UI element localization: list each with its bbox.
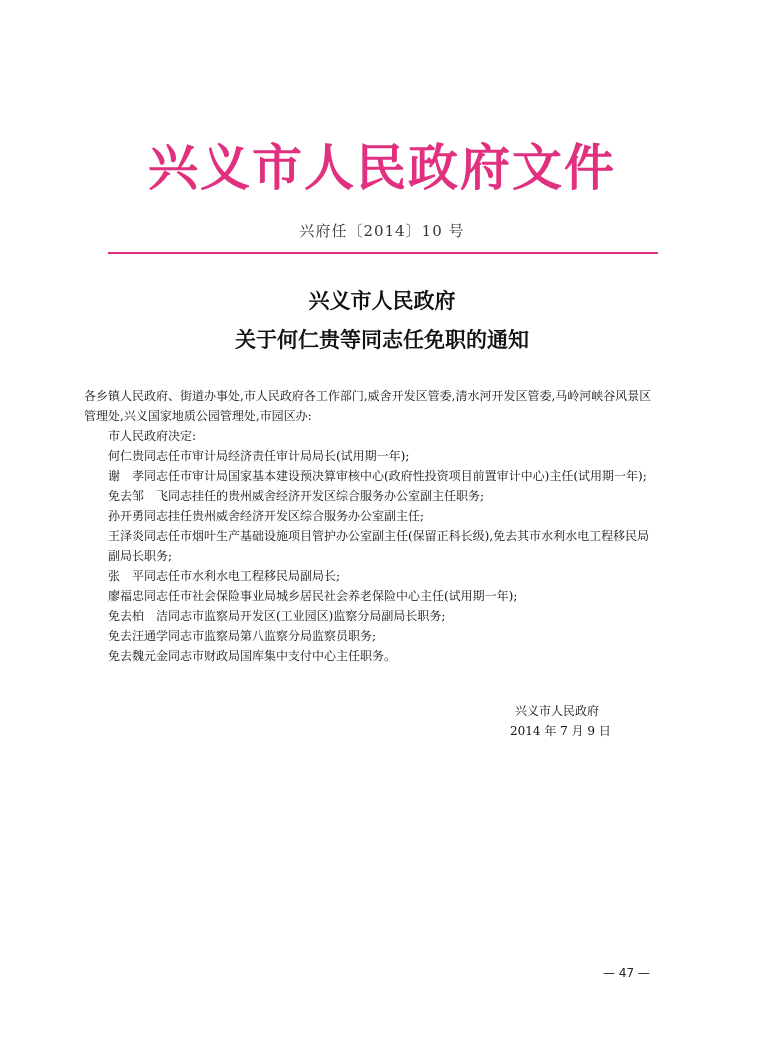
- appointment-item: 免去邹 飞同志挂任的贵州威舍经济开发区综合服务办公室副主任职务;: [108, 489, 485, 503]
- notice-title-line2: 关于何仁贵等同志任免职的通知: [235, 327, 529, 352]
- appointment-item: 谢 孝同志任市审计局国家基本建设预决算审核中心(政府性投资项目前置审计中心)主任(试用期一年);: [108, 469, 647, 483]
- page-number: — 47 —: [603, 966, 650, 980]
- signature-date: 2014 年 7 月 9 日: [510, 724, 611, 738]
- appointment-item: 廖福忠同志任市社会保险事业局城乡居民社会养老保险中心主任(试用期一年);: [108, 589, 518, 603]
- appointment-item: 王泽炎同志任市烟叶生产基础设施项目管护办公室副主任(保留正科长级),免去其市水利水电工程移民局副局长职务;: [108, 529, 650, 563]
- document-number: 兴府任〔2014〕10 号: [299, 222, 465, 240]
- addressee: 各乡镇人民政府、街道办事处,市人民政府各工作部门,威舍开发区管委,清水河开发区管委,马岭河峡谷风景区管理处,兴义国家地质公园管理处,市园区办:: [84, 389, 652, 423]
- intro-line: 市人民政府决定:: [108, 429, 197, 443]
- red-divider: [108, 252, 658, 254]
- appointment-item: 免去柏 洁同志市监察局开发区(工业园区)监察分局副局长职务;: [108, 609, 446, 623]
- appointment-item: 免去魏元金同志市财政局国库集中支付中心主任职务。: [108, 649, 397, 663]
- document-header-title: 兴义市人民政府文件: [148, 138, 616, 197]
- appointment-item: 免去汪通学同志市监察局第八监察分局监察员职务;: [108, 629, 377, 643]
- notice-body: [84, 386, 660, 666]
- appointment-item: 孙开勇同志挂任贵州威舍经济开发区综合服务办公室副主任;: [108, 509, 425, 523]
- signature-issuer: 兴义市人民政府: [515, 704, 600, 718]
- notice-title-line1: 兴义市人民政府: [308, 288, 456, 313]
- appointment-item: 张 平同志任市水利水电工程移民局副局长;: [108, 569, 341, 583]
- appointment-item: 何仁贵同志任市审计局经济责任审计局局长(试用期一年);: [108, 449, 410, 463]
